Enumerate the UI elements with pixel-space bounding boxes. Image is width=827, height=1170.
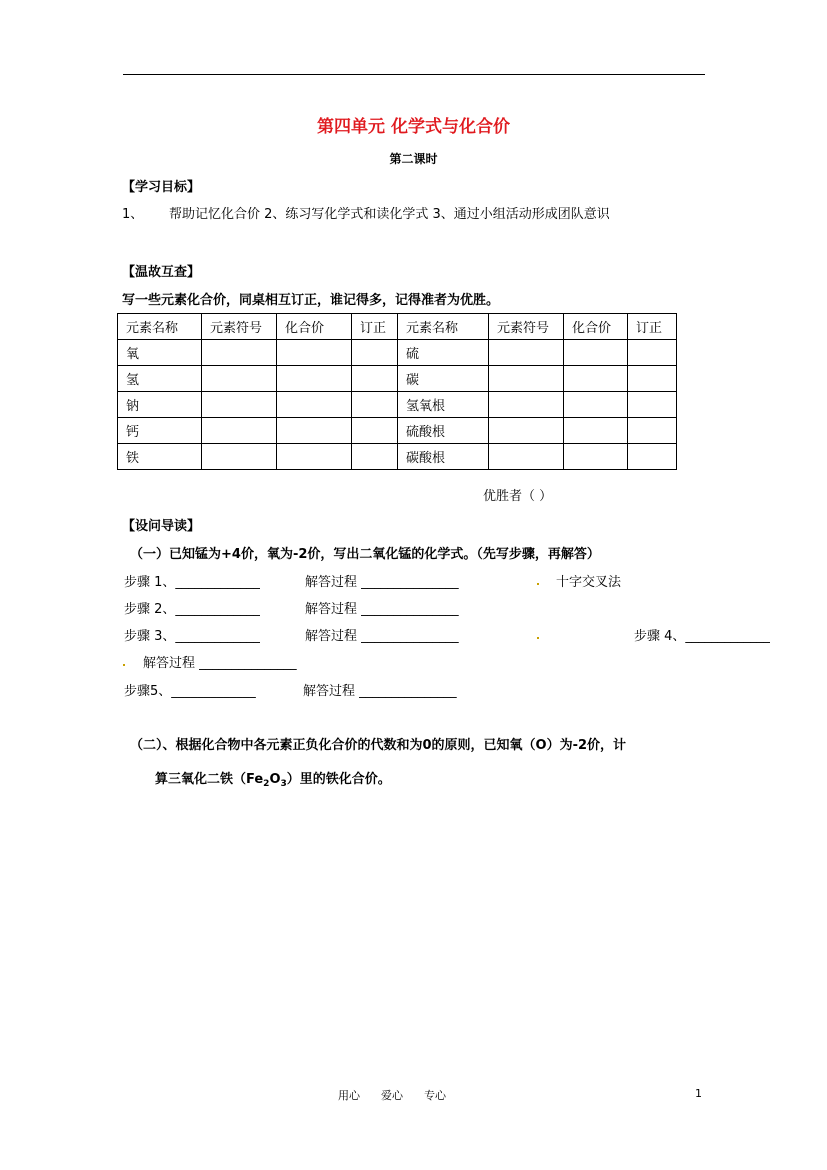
blank-cell[interactable] [277,418,352,444]
blank-cell[interactable] [277,444,352,470]
blank-cell[interactable] [564,366,628,392]
blank-cell[interactable] [352,366,398,392]
review-heading: 【温故互查】 [122,265,201,280]
header-cell: 元素符号 [489,314,564,340]
answer-4[interactable]: 解答过程 _______________ [143,656,297,671]
blank-cell[interactable] [628,392,677,418]
element-name-cell: 碳 [398,366,489,392]
q2-subscript-2: 2 [263,779,270,789]
element-name-cell: 氧 [118,340,202,366]
winner-line: 优胜者（ ） [483,489,553,504]
blank-cell[interactable] [202,418,277,444]
cross-method: 十字交叉法 [556,575,622,590]
blank-cell[interactable] [489,444,564,470]
answer-5[interactable]: 解答过程 _______________ [303,684,457,699]
page-title: 第四单元 化学式与化合价 [317,117,510,137]
footer-motto: 用心 爱心 专心 [338,1089,446,1102]
blank-cell[interactable] [277,366,352,392]
page-number: 1 [695,1087,702,1100]
header-cell: 订正 [352,314,398,340]
blank-cell[interactable] [489,366,564,392]
blank-cell[interactable] [352,444,398,470]
element-name-cell: 铁 [118,444,202,470]
page-subtitle: 第二课时 [389,152,438,166]
element-name-cell: 碳酸根 [398,444,489,470]
blank-cell[interactable] [489,392,564,418]
step-3[interactable]: 步骤 3、_____________ [124,629,260,644]
header-cell: 元素符号 [202,314,277,340]
element-name-cell: 钠 [118,392,202,418]
step-2[interactable]: 步骤 2、_____________ [124,602,260,617]
step-1[interactable]: 步骤 1、_____________ [124,575,260,590]
blank-cell[interactable] [352,392,398,418]
element-name-cell: 氢氧根 [398,392,489,418]
header-cell: 元素名称 [118,314,202,340]
guide-heading: 【设问导读】 [122,519,201,534]
answer-2[interactable]: 解答过程 _______________ [305,602,459,617]
goals-text: 帮助记忆化合价 2、练习写化学式和读化学式 3、通过小组活动形成团队意识 [169,207,610,222]
blank-cell[interactable] [202,340,277,366]
blank-cell[interactable] [277,340,352,366]
header-cell: 元素名称 [398,314,489,340]
header-cell: 订正 [628,314,677,340]
element-name-cell: 硫酸根 [398,418,489,444]
table-row [118,366,677,392]
blank-cell[interactable] [489,418,564,444]
q2-text-c: ）里的铁化合价。 [286,772,391,787]
header-rule [123,74,705,75]
table-row [118,418,677,444]
header-cell: 化合价 [277,314,352,340]
blank-cell[interactable] [564,340,628,366]
blank-cell[interactable] [628,418,677,444]
stray-dot [537,637,539,639]
answer-3[interactable]: 解答过程 _______________ [305,629,459,644]
blank-cell[interactable] [628,366,677,392]
blank-cell[interactable] [352,418,398,444]
blank-cell[interactable] [564,418,628,444]
q2-text-a: 算三氧化二铁（Fe [155,772,264,787]
stray-dot [123,664,125,666]
q2-subscript-3: 3 [280,779,287,789]
element-name-cell: 硫 [398,340,489,366]
blank-cell[interactable] [202,366,277,392]
blank-cell[interactable] [564,392,628,418]
blank-cell[interactable] [489,340,564,366]
blank-cell[interactable] [202,392,277,418]
element-valence-table [117,313,677,470]
question-2-line-2 [155,768,391,789]
answer-1[interactable]: 解答过程 _______________ [305,575,459,590]
table-header-row [118,314,677,340]
element-name-cell: 氢 [118,366,202,392]
element-name-cell: 钙 [118,418,202,444]
table-row [118,340,677,366]
table-row [118,444,677,470]
blank-cell[interactable] [352,340,398,366]
blank-cell[interactable] [628,444,677,470]
blank-cell[interactable] [202,444,277,470]
blank-cell[interactable] [628,340,677,366]
goals-heading: 【学习目标】 [122,180,201,195]
goals-number: 1、 [122,207,144,222]
step-4[interactable]: 步骤 4、_____________ [634,629,770,644]
q2-text-b: O [269,772,281,787]
blank-cell[interactable] [564,444,628,470]
table-row [118,392,677,418]
step-5[interactable]: 步骤5、_____________ [124,684,256,699]
stray-dot [537,583,539,585]
review-instruction: 写一些元素化合价，同桌相互订正，谁记得多，记得准者为优胜。 [122,293,500,308]
question-1-prompt: （一）已知锰为+4价，氧为-2价，写出二氧化锰的化学式。（先写步骤，再解答） [130,547,600,562]
header-cell: 化合价 [564,314,628,340]
blank-cell[interactable] [277,392,352,418]
question-2-line-1: （二）、根据化合物中各元素正负化合价的代数和为0的原则，已知氧（O）为-2价，计 [130,738,627,753]
